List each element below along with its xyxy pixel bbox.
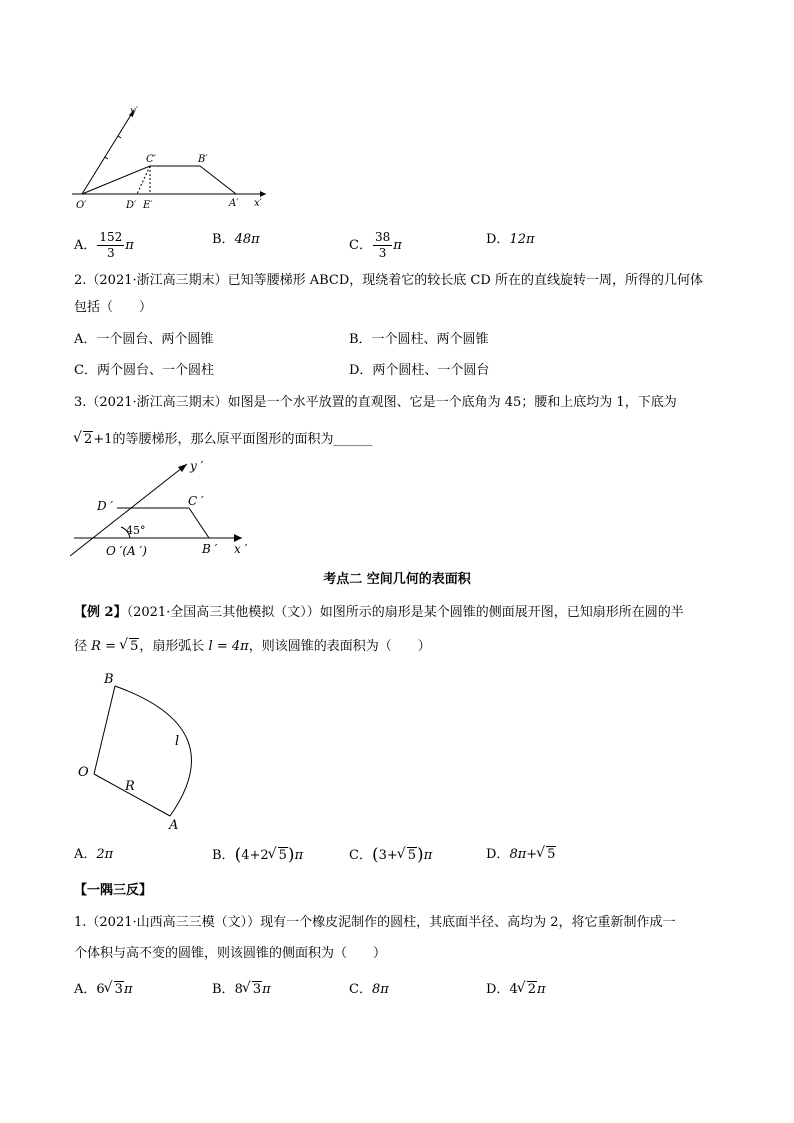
q2-option-d[interactable]: D．两个圆柱、一个圆台 [349, 363, 490, 378]
ex2-option-a[interactable]: A．2π [74, 847, 114, 862]
fig2-y-label: y ′ [190, 459, 204, 473]
practice1-stem-line2: 个体积与高不变的圆锥，则该圆锥的侧面积为（ ） [74, 946, 387, 961]
practice-heading: 【一隅三反】 [74, 883, 153, 898]
section-title: 考点二 空间几何的表面积 [323, 572, 471, 587]
ex2-option-d[interactable]: D．8π+√ 5 [486, 845, 556, 865]
q2-stem-line2: 包括（ ） [74, 300, 153, 315]
fig1-c-label: C′ [146, 154, 156, 165]
practice1-stem-line1: 1.（2021·山西高三三模（文））现有一个橡皮泥制作的圆柱，其底面半径、高均为 2，将它重新制作成一 [74, 915, 676, 930]
practice1-option-c[interactable]: C．8π [349, 982, 389, 997]
fig1-a-label: A′ [229, 198, 239, 209]
q1-option-b[interactable]: B．48π [212, 232, 260, 247]
fig2-c-label: C ′ [188, 494, 204, 508]
q2-stem-line1: 2.（2021·浙江高三期末）已知等腰梯形 ABCD，现绕着它的较长底 CD 所在的直线旋转一周，所得的几何体 [74, 273, 703, 288]
fig1-b-label: B′ [198, 154, 208, 165]
fig3-l-label: l [175, 734, 180, 749]
fig1-y-label: y′ [130, 106, 138, 117]
figure-oblique-trapezoid [68, 100, 278, 210]
practice1-option-a[interactable]: A．6√ 3π [74, 980, 133, 1000]
q1-option-a[interactable]: A． $\frac{152}{3}$ π [74, 230, 134, 260]
q3-stem-line2: √ 2+1的等腰梯形，那么原平面图形的面积为______ [74, 430, 372, 450]
practice1-option-b[interactable]: B．8√ 3π [212, 980, 271, 1000]
q3-stem-line1: 3.（2021·浙江高三期末）如图是一个水平放置的直观图、它是一个底角为 45；腰和上底均为 1，下底为 [74, 395, 677, 410]
fig3-a-label: A [169, 818, 179, 833]
figure-oblique-trapezoid-45 [70, 458, 260, 568]
practice1-option-d[interactable]: D．4√ 2π [486, 980, 546, 1000]
ex2-option-b[interactable]: B．(4+2√ 5)π [212, 845, 303, 866]
q2-option-a[interactable]: A．一个圆台、两个圆锥 [74, 332, 214, 347]
fig1-x-label: x′ [254, 198, 262, 209]
fig2-d-label: D ′ [97, 499, 114, 513]
example2-stem-line1: 【例 2】（2021·全国高三其他模拟（文））如图所示的扇形是某个圆锥的侧面展开图，已知扇形所在圆的半 [74, 605, 684, 620]
fig3-r-label: R [125, 779, 135, 794]
fig2-x-label: x ′ [234, 542, 248, 556]
q2-option-c[interactable]: C．两个圆台、一个圆柱 [74, 363, 214, 378]
q1-option-d[interactable]: D．12π [486, 232, 535, 247]
fig1-d-label: D′ [126, 200, 137, 210]
fig2-o-label: O ′(A ′) [106, 544, 147, 558]
example2-stem-line2: 径 R = √ 5，扇形弧长 l = 4π，则该圆锥的表面积为（ ） [74, 637, 431, 657]
fig2-b-label: B ′ [202, 542, 218, 556]
q2-option-b[interactable]: B．一个圆柱、两个圆锥 [349, 332, 489, 347]
q1-option-c[interactable]: C． $\frac{38}{3}$ π [349, 230, 402, 260]
fig3-b-label: B [104, 672, 114, 687]
fig1-e-label: E′ [143, 200, 153, 210]
fig2-angle-label: 45° [126, 524, 146, 537]
figure-sector [70, 668, 210, 833]
fig3-o-label: O [78, 765, 89, 780]
fig1-o-label: O′ [76, 200, 87, 210]
ex2-option-c[interactable]: C．(3+√ 5)π [349, 845, 432, 866]
